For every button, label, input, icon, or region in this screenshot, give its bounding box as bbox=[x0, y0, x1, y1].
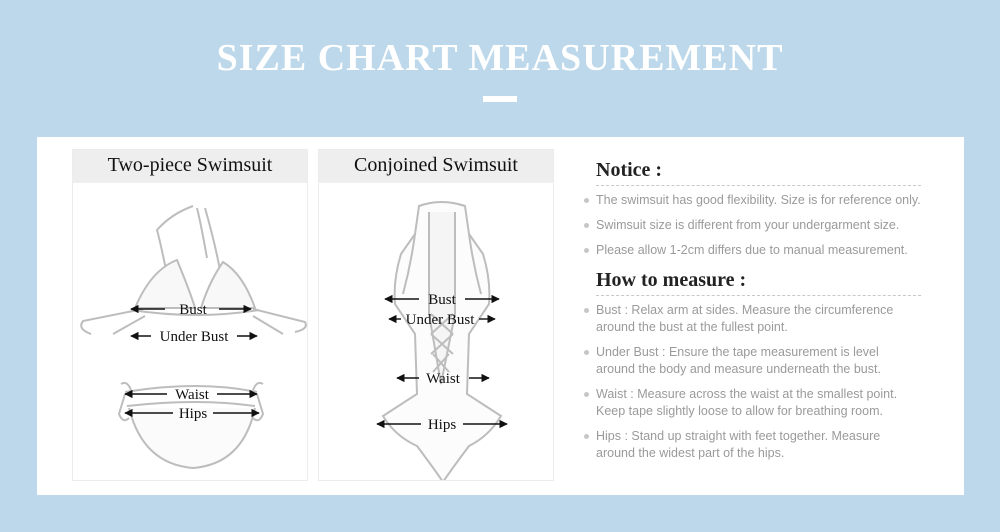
bullet-dot bbox=[584, 248, 589, 253]
page-title: SIZE CHART MEASUREMENT bbox=[216, 37, 784, 79]
how-to-heading: How to measure : bbox=[596, 269, 921, 296]
conjoined-header: Conjoined Swimsuit bbox=[319, 150, 553, 183]
list-item bbox=[596, 192, 921, 209]
conjoined-illustration bbox=[319, 184, 553, 480]
notice-item-text: Swimsuit size is different from your undergarment size. bbox=[596, 218, 900, 232]
how-to-item-text: Hips : Stand up straight with feet together. Measure around the widest part of the hips. bbox=[596, 429, 881, 460]
how-to-list bbox=[596, 302, 921, 462]
bullet-dot bbox=[584, 434, 589, 439]
bullet-dot bbox=[584, 350, 589, 355]
list-item bbox=[596, 242, 921, 259]
two-piece-under-bust-label: Under Bust bbox=[159, 329, 229, 345]
two-piece-hips-label: Hips bbox=[178, 406, 208, 422]
list-item bbox=[596, 344, 921, 378]
two-piece-bust-label: Bust bbox=[179, 302, 207, 318]
title-underline bbox=[483, 96, 517, 102]
conjoined-hips-label: Hips bbox=[427, 417, 457, 433]
list-item bbox=[596, 217, 921, 234]
bullet-dot bbox=[584, 223, 589, 228]
conjoined-waist-label: Waist bbox=[426, 371, 460, 387]
notes-column bbox=[596, 159, 921, 470]
bullet-dot bbox=[584, 392, 589, 397]
two-piece-waist-label: Waist bbox=[175, 387, 209, 403]
how-to-item-text: Under Bust : Ensure the tape measurement is level around the body and measure underneath the bust. bbox=[596, 345, 881, 376]
bullet-dot bbox=[584, 198, 589, 203]
conjoined-card bbox=[318, 149, 554, 481]
conjoined-under-bust-label: Under Bust bbox=[405, 312, 475, 328]
bullet-dot bbox=[584, 308, 589, 313]
list-item bbox=[596, 302, 921, 336]
how-to-item-text: Bust : Relax arm at sides. Measure the circumference around the bust at the fullest point. bbox=[596, 303, 894, 334]
two-piece-illustration bbox=[73, 184, 307, 480]
list-item bbox=[596, 386, 921, 420]
how-to-item-text: Waist : Measure across the waist at the smallest point. Keep tape slightly loose to allow for breathing room. bbox=[596, 387, 898, 418]
list-item bbox=[596, 428, 921, 462]
notice-item-text: The swimsuit has good flexibility. Size is for reference only. bbox=[596, 193, 921, 207]
conjoined-bust-label: Bust bbox=[428, 292, 456, 308]
content-panel bbox=[37, 137, 964, 495]
two-piece-header: Two-piece Swimsuit bbox=[73, 150, 307, 183]
notice-list bbox=[596, 192, 921, 259]
notice-heading: Notice : bbox=[596, 159, 921, 186]
one-piece-drawing bbox=[383, 202, 501, 480]
how-to-section bbox=[596, 269, 921, 462]
two-piece-card bbox=[72, 149, 308, 481]
notice-item-text: Please allow 1-2cm differs due to manual measurement. bbox=[596, 243, 908, 257]
